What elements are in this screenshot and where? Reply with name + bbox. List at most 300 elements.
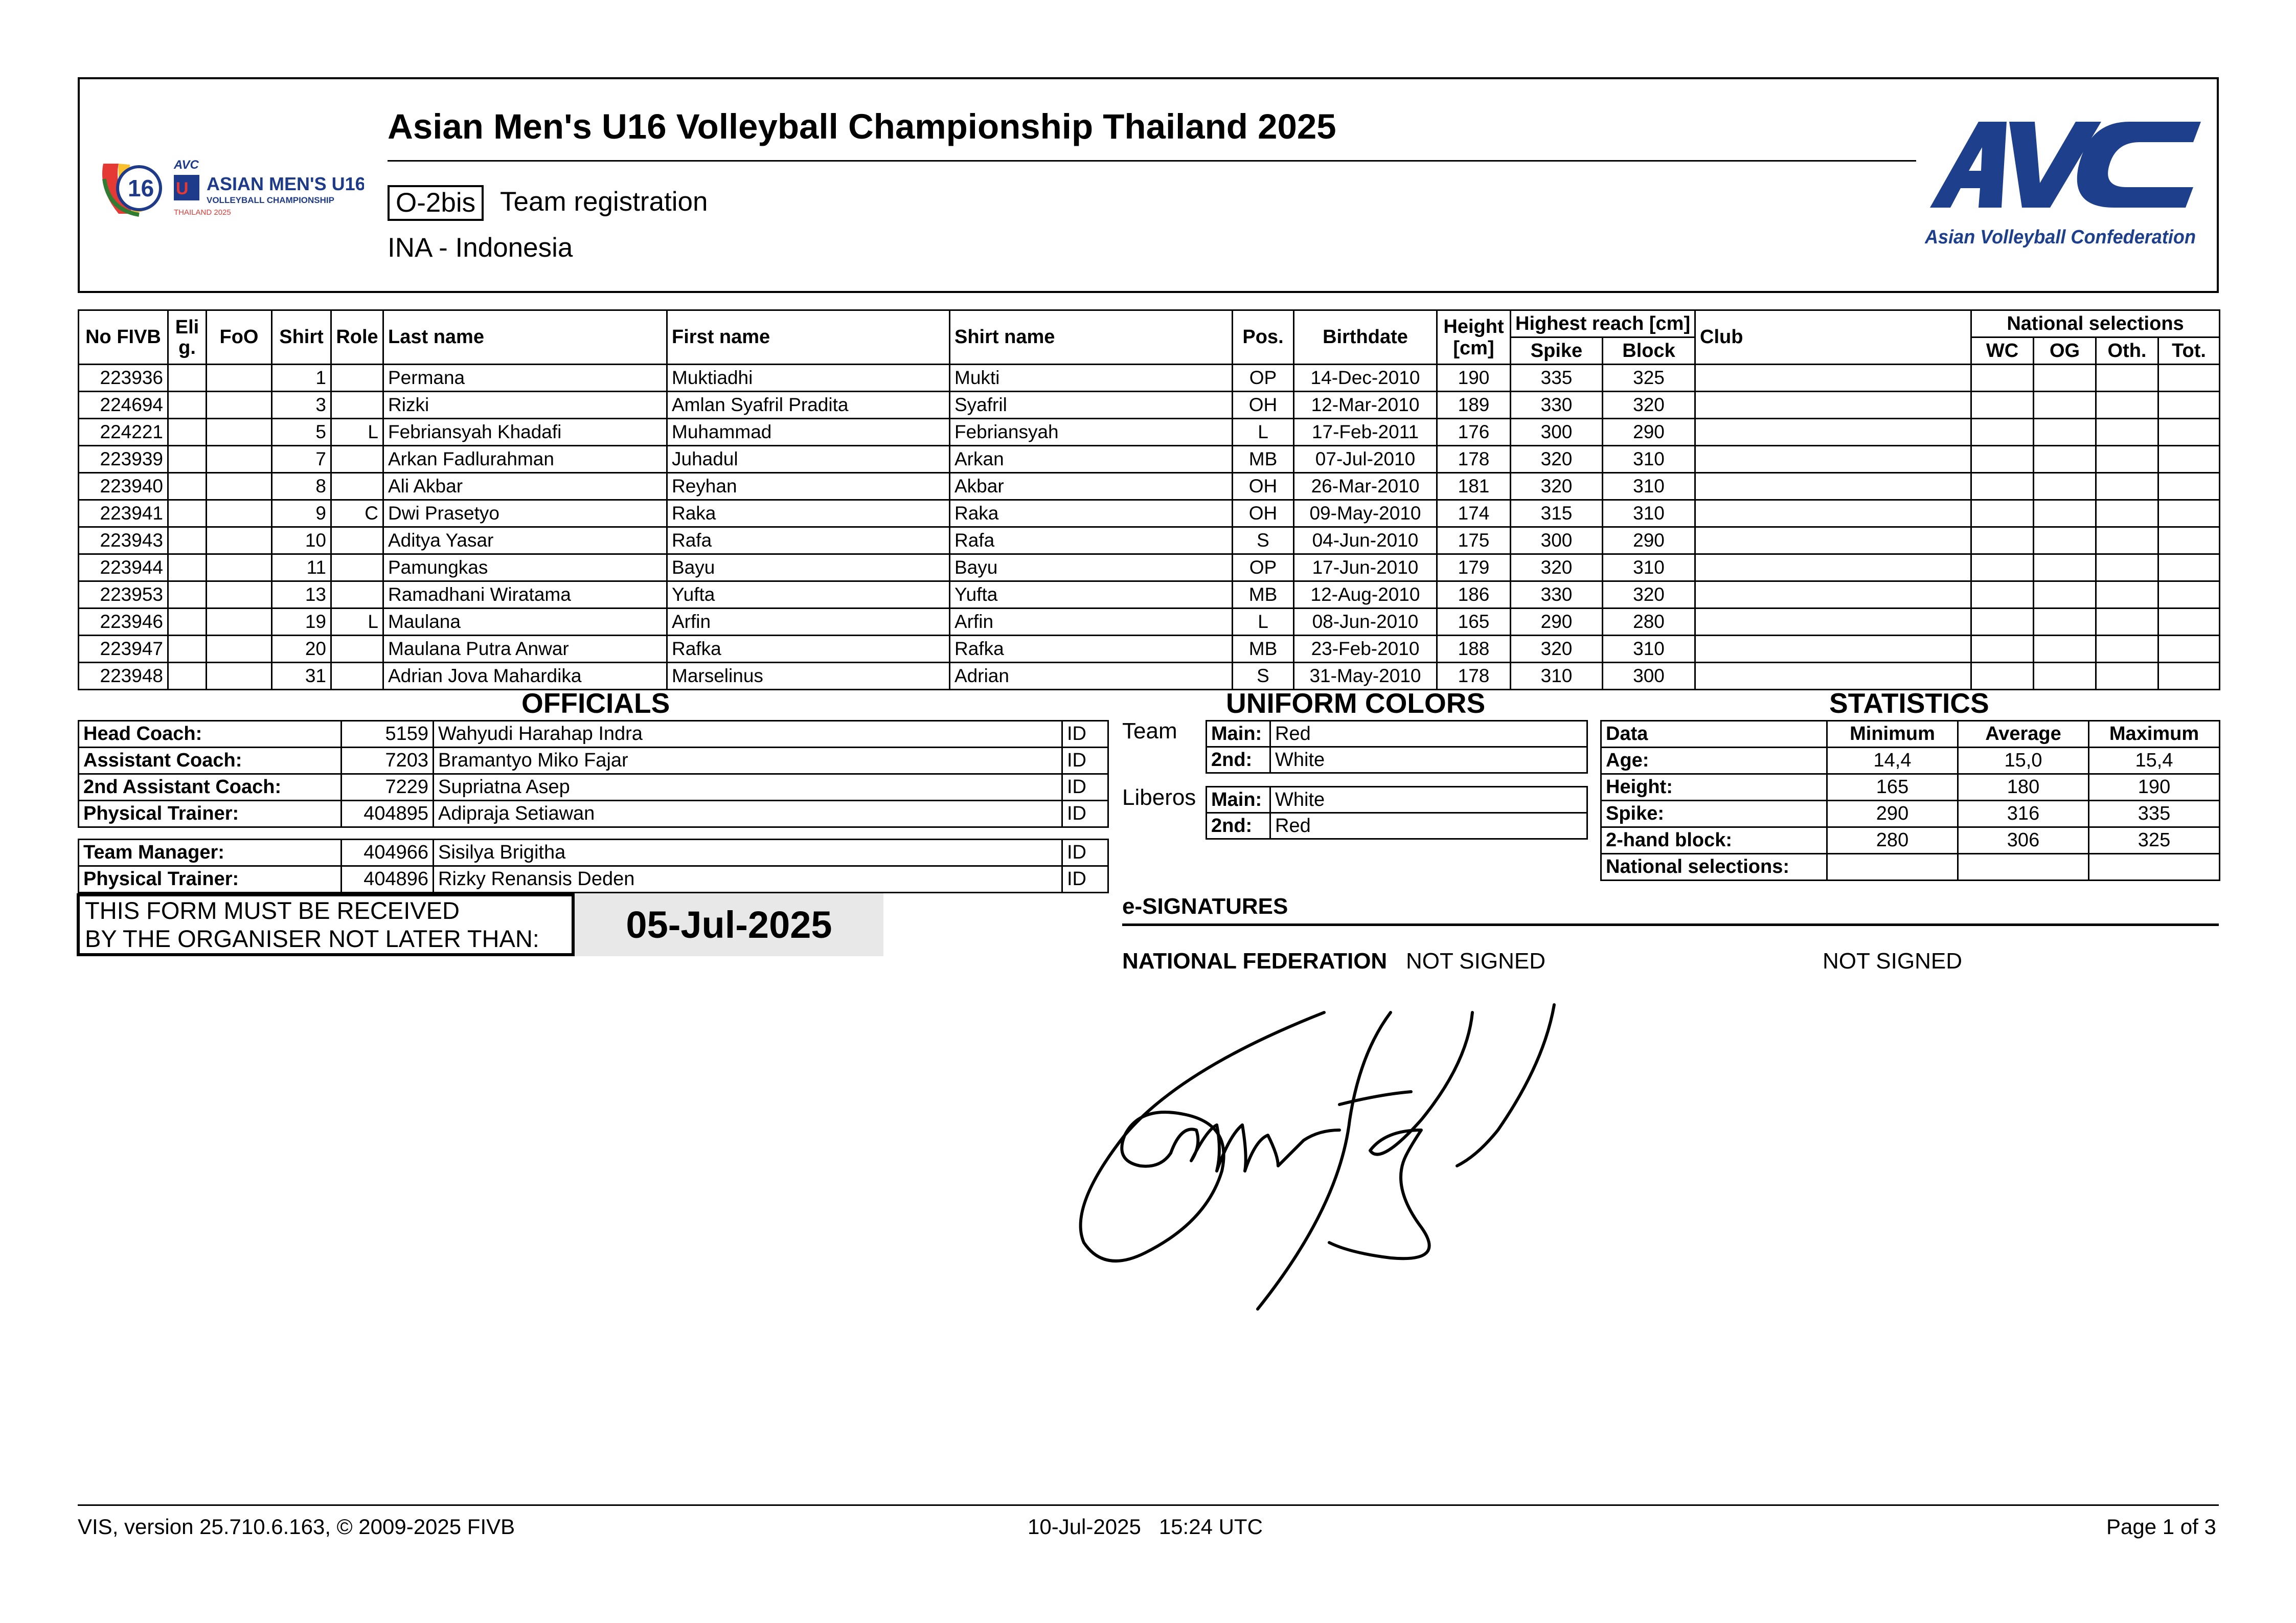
cell-tot bbox=[2158, 446, 2220, 473]
col-pos: Pos. bbox=[1233, 310, 1294, 365]
uniform-liberos-label: Liberos bbox=[1122, 785, 1196, 810]
uniform-main-label: Main: bbox=[1207, 787, 1270, 813]
official-name: Rizky Renansis Deden bbox=[434, 866, 1062, 893]
cell-role bbox=[331, 663, 383, 690]
cell-elig bbox=[168, 636, 207, 663]
cell-pos: OH bbox=[1233, 392, 1294, 419]
stats-col-max: Maximum bbox=[2089, 721, 2220, 748]
cell-club bbox=[1695, 446, 1971, 473]
uniform-liberos-table bbox=[1206, 786, 1588, 840]
signature-graphic bbox=[1053, 1002, 1564, 1319]
cell-og bbox=[2034, 446, 2096, 473]
cell-no-fivb: 224694 bbox=[79, 392, 168, 419]
table-row bbox=[79, 392, 2220, 419]
cell-spike: 335 bbox=[1511, 365, 1603, 392]
cell-foo bbox=[207, 419, 272, 446]
official-id: 404895 bbox=[342, 801, 434, 827]
cell-role bbox=[331, 527, 383, 554]
cell-pos: S bbox=[1233, 663, 1294, 690]
col-foo: FoO bbox=[207, 310, 272, 365]
cell-birthdate: 14-Dec-2010 bbox=[1294, 365, 1437, 392]
uniform-team-2nd: White bbox=[1270, 747, 1587, 773]
cell-og bbox=[2034, 527, 2096, 554]
cell-club bbox=[1695, 392, 1971, 419]
official-name: Bramantyo Miko Fajar bbox=[434, 748, 1062, 774]
col-shirt: Shirt bbox=[272, 310, 331, 365]
table-row bbox=[79, 581, 2220, 608]
table-row bbox=[79, 608, 2220, 636]
cell-first-name: Bayu bbox=[667, 554, 950, 581]
cell-tot bbox=[2158, 500, 2220, 527]
cell-block: 310 bbox=[1603, 446, 1695, 473]
cell-wc bbox=[1971, 473, 2034, 500]
stats-row bbox=[1601, 854, 2220, 881]
officials-table-2 bbox=[78, 839, 1109, 893]
official-nationality: ID bbox=[1062, 866, 1108, 893]
svg-text:VOLLEYBALL CHAMPIONSHIP: VOLLEYBALL CHAMPIONSHIP bbox=[207, 195, 334, 205]
cell-block: 320 bbox=[1603, 392, 1695, 419]
footer-divider bbox=[78, 1504, 2219, 1506]
cell-wc bbox=[1971, 581, 2034, 608]
cell-shirt: 9 bbox=[272, 500, 331, 527]
cell-tot bbox=[2158, 608, 2220, 636]
stats-avg bbox=[1958, 854, 2089, 881]
cell-tot bbox=[2158, 473, 2220, 500]
cell-elig bbox=[168, 663, 207, 690]
cell-no-fivb: 224221 bbox=[79, 419, 168, 446]
cell-shirt-name: Rafka bbox=[950, 636, 1233, 663]
cell-wc bbox=[1971, 446, 2034, 473]
event-logo bbox=[98, 153, 364, 220]
stats-avg: 316 bbox=[1958, 801, 2089, 827]
cell-pos: OP bbox=[1233, 365, 1294, 392]
cell-height: 174 bbox=[1437, 500, 1511, 527]
official-id: 7203 bbox=[342, 748, 434, 774]
stats-label: 2-hand block: bbox=[1601, 827, 1827, 854]
cell-elig bbox=[168, 500, 207, 527]
cell-wc bbox=[1971, 663, 2034, 690]
cell-height: 178 bbox=[1437, 446, 1511, 473]
cell-elig bbox=[168, 419, 207, 446]
cell-shirt: 5 bbox=[272, 419, 331, 446]
cell-foo bbox=[207, 446, 272, 473]
col-block: Block bbox=[1603, 337, 1695, 365]
svg-text:16: 16 bbox=[128, 175, 154, 201]
avc-logo-graphic bbox=[1925, 117, 2211, 255]
cell-spike: 330 bbox=[1511, 581, 1603, 608]
stats-max: 325 bbox=[2089, 827, 2220, 854]
col-tot: Tot. bbox=[2158, 337, 2220, 365]
cell-elig bbox=[168, 608, 207, 636]
cell-foo bbox=[207, 581, 272, 608]
cell-wc bbox=[1971, 365, 2034, 392]
uniform-2nd-label: 2nd: bbox=[1207, 747, 1270, 773]
svg-text:THAILAND 2025: THAILAND 2025 bbox=[174, 208, 231, 217]
table-row bbox=[79, 419, 2220, 446]
stats-max: 15,4 bbox=[2089, 748, 2220, 774]
cell-height: 181 bbox=[1437, 473, 1511, 500]
cell-tot bbox=[2158, 527, 2220, 554]
cell-pos: S bbox=[1233, 527, 1294, 554]
cell-club bbox=[1695, 608, 1971, 636]
official-row bbox=[79, 774, 1108, 801]
col-height: Height [cm] bbox=[1437, 310, 1511, 365]
cell-shirt: 10 bbox=[272, 527, 331, 554]
official-id: 404896 bbox=[342, 866, 434, 893]
cell-club bbox=[1695, 419, 1971, 446]
uniform-team-table bbox=[1206, 720, 1588, 774]
col-first-name: First name bbox=[667, 310, 950, 365]
cell-first-name: Muhammad bbox=[667, 419, 950, 446]
cell-role bbox=[331, 392, 383, 419]
cell-no-fivb: 223953 bbox=[79, 581, 168, 608]
stats-col-data: Data bbox=[1601, 721, 1827, 748]
stats-col-avg: Average bbox=[1958, 721, 2089, 748]
cell-oth bbox=[2096, 392, 2158, 419]
uniform-colors-title: UNIFORM COLORS bbox=[1226, 687, 1486, 719]
cell-shirt: 11 bbox=[272, 554, 331, 581]
cell-block: 320 bbox=[1603, 581, 1695, 608]
cell-spike: 320 bbox=[1511, 554, 1603, 581]
stats-row bbox=[1601, 748, 2220, 774]
roster-header-row bbox=[79, 310, 2220, 337]
cell-role bbox=[331, 581, 383, 608]
cell-oth bbox=[2096, 365, 2158, 392]
cell-foo bbox=[207, 527, 272, 554]
col-birthdate: Birthdate bbox=[1294, 310, 1437, 365]
cell-shirt: 8 bbox=[272, 473, 331, 500]
cell-birthdate: 12-Mar-2010 bbox=[1294, 392, 1437, 419]
cell-last-name: Aditya Yasar bbox=[383, 527, 667, 554]
cell-wc bbox=[1971, 392, 2034, 419]
statistics-table bbox=[1600, 720, 2220, 881]
cell-first-name: Muktiadhi bbox=[667, 365, 950, 392]
cell-tot bbox=[2158, 392, 2220, 419]
official-nationality: ID bbox=[1062, 748, 1108, 774]
cell-no-fivb: 223940 bbox=[79, 473, 168, 500]
cell-tot bbox=[2158, 365, 2220, 392]
cell-height: 188 bbox=[1437, 636, 1511, 663]
cell-role bbox=[331, 554, 383, 581]
cell-block: 310 bbox=[1603, 473, 1695, 500]
cell-first-name: Raka bbox=[667, 500, 950, 527]
cell-height: 176 bbox=[1437, 419, 1511, 446]
cell-shirt-name: Adrian bbox=[950, 663, 1233, 690]
col-club: Club bbox=[1695, 310, 1971, 365]
cell-shirt-name: Akbar bbox=[950, 473, 1233, 500]
cell-spike: 290 bbox=[1511, 608, 1603, 636]
official-row bbox=[79, 748, 1108, 774]
stats-max: 335 bbox=[2089, 801, 2220, 827]
cell-first-name: Amlan Syafril Pradita bbox=[667, 392, 950, 419]
event-logo-graphic bbox=[98, 153, 364, 220]
official-nationality: ID bbox=[1062, 840, 1108, 866]
cell-block: 310 bbox=[1603, 500, 1695, 527]
cell-og bbox=[2034, 663, 2096, 690]
table-row bbox=[79, 473, 2220, 500]
cell-height: 190 bbox=[1437, 365, 1511, 392]
cell-elig bbox=[168, 392, 207, 419]
cell-spike: 300 bbox=[1511, 527, 1603, 554]
cell-pos: OP bbox=[1233, 554, 1294, 581]
cell-shirt-name: Syafril bbox=[950, 392, 1233, 419]
cell-foo bbox=[207, 392, 272, 419]
official-row bbox=[79, 866, 1108, 893]
cell-first-name: Marselinus bbox=[667, 663, 950, 690]
col-elig: Eli g. bbox=[168, 310, 207, 365]
col-role: Role bbox=[331, 310, 383, 365]
footer-timestamp: 10-Jul-2025 15:24 UTC bbox=[1028, 1515, 1263, 1539]
stats-label: Age: bbox=[1601, 748, 1827, 774]
stats-avg: 306 bbox=[1958, 827, 2089, 854]
col-national-selections: National selections bbox=[1971, 310, 2220, 337]
table-row bbox=[79, 500, 2220, 527]
footer-version: VIS, version 25.710.6.163, © 2009-2025 FIVB bbox=[78, 1515, 515, 1539]
official-role: Assistant Coach: bbox=[79, 748, 342, 774]
cell-wc bbox=[1971, 554, 2034, 581]
form-name: Team registration bbox=[500, 187, 708, 217]
cell-wc bbox=[1971, 608, 2034, 636]
cell-club bbox=[1695, 500, 1971, 527]
cell-og bbox=[2034, 554, 2096, 581]
stats-col-min: Minimum bbox=[1827, 721, 1958, 748]
official-nationality: ID bbox=[1062, 774, 1108, 801]
cell-height: 178 bbox=[1437, 663, 1511, 690]
official-name: Supriatna Asep bbox=[434, 774, 1062, 801]
cell-shirt: 1 bbox=[272, 365, 331, 392]
cell-club bbox=[1695, 581, 1971, 608]
cell-first-name: Rafka bbox=[667, 636, 950, 663]
cell-last-name: Pamungkas bbox=[383, 554, 667, 581]
handwritten-signature bbox=[1053, 1002, 1564, 1319]
cell-spike: 300 bbox=[1511, 419, 1603, 446]
cell-block: 290 bbox=[1603, 527, 1695, 554]
stats-min: 290 bbox=[1827, 801, 1958, 827]
signature-status-1: NOT SIGNED bbox=[1406, 949, 1546, 974]
uniform-team-main-row bbox=[1207, 721, 1587, 747]
deadline-text: THIS FORM MUST BE RECEIVED BY THE ORGANISER NOT LATER THAN: bbox=[85, 897, 539, 952]
cell-shirt-name: Mukti bbox=[950, 365, 1233, 392]
cell-shirt-name: Febriansyah bbox=[950, 419, 1233, 446]
form-code: O-2bis bbox=[388, 185, 484, 221]
cell-role bbox=[331, 636, 383, 663]
svg-text:ASIAN MEN'S U16: ASIAN MEN'S U16 bbox=[207, 173, 364, 194]
cell-og bbox=[2034, 419, 2096, 446]
cell-foo bbox=[207, 554, 272, 581]
cell-wc bbox=[1971, 636, 2034, 663]
table-row bbox=[79, 446, 2220, 473]
official-role: 2nd Assistant Coach: bbox=[79, 774, 342, 801]
cell-oth bbox=[2096, 446, 2158, 473]
cell-last-name: Ali Akbar bbox=[383, 473, 667, 500]
officials-title: OFFICIALS bbox=[521, 687, 670, 719]
cell-og bbox=[2034, 392, 2096, 419]
cell-oth bbox=[2096, 663, 2158, 690]
stats-min: 280 bbox=[1827, 827, 1958, 854]
cell-no-fivb: 223946 bbox=[79, 608, 168, 636]
cell-tot bbox=[2158, 554, 2220, 581]
col-wc: WC bbox=[1971, 337, 2034, 365]
stats-row bbox=[1601, 774, 2220, 801]
cell-pos: MB bbox=[1233, 446, 1294, 473]
cell-shirt-name: Rafa bbox=[950, 527, 1233, 554]
cell-last-name: Febriansyah Khadafi bbox=[383, 419, 667, 446]
cell-height: 175 bbox=[1437, 527, 1511, 554]
table-row bbox=[79, 554, 2220, 581]
cell-last-name: Permana bbox=[383, 365, 667, 392]
uniform-team-main: Red bbox=[1270, 721, 1587, 747]
officials-table bbox=[78, 720, 1109, 828]
cell-og bbox=[2034, 636, 2096, 663]
cell-role: L bbox=[331, 608, 383, 636]
stats-row bbox=[1601, 801, 2220, 827]
stats-row bbox=[1601, 827, 2220, 854]
stats-max bbox=[2089, 854, 2220, 881]
col-spike: Spike bbox=[1511, 337, 1603, 365]
cell-club bbox=[1695, 473, 1971, 500]
cell-block: 325 bbox=[1603, 365, 1695, 392]
cell-birthdate: 08-Jun-2010 bbox=[1294, 608, 1437, 636]
cell-birthdate: 17-Jun-2010 bbox=[1294, 554, 1437, 581]
e-signatures-divider bbox=[1122, 923, 2219, 926]
svg-text:Asian Volleyball Confederation: Asian Volleyball Confederation bbox=[1925, 227, 2196, 248]
cell-spike: 330 bbox=[1511, 392, 1603, 419]
cell-shirt-name: Raka bbox=[950, 500, 1233, 527]
cell-oth bbox=[2096, 608, 2158, 636]
cell-elig bbox=[168, 554, 207, 581]
cell-tot bbox=[2158, 581, 2220, 608]
cell-no-fivb: 223941 bbox=[79, 500, 168, 527]
cell-wc bbox=[1971, 527, 2034, 554]
cell-spike: 315 bbox=[1511, 500, 1603, 527]
cell-foo bbox=[207, 500, 272, 527]
stats-label: Spike: bbox=[1601, 801, 1827, 827]
table-row bbox=[79, 663, 2220, 690]
uniform-lib-2nd: Red bbox=[1270, 813, 1587, 839]
stats-min bbox=[1827, 854, 1958, 881]
stats-label: Height: bbox=[1601, 774, 1827, 801]
cell-og bbox=[2034, 500, 2096, 527]
cell-height: 189 bbox=[1437, 392, 1511, 419]
cell-og bbox=[2034, 608, 2096, 636]
signature-status-2: NOT SIGNED bbox=[1823, 949, 1963, 974]
uniform-lib-main: White bbox=[1270, 787, 1587, 813]
cell-shirt: 13 bbox=[272, 581, 331, 608]
cell-role: C bbox=[331, 500, 383, 527]
cell-first-name: Juhadul bbox=[667, 446, 950, 473]
official-name: Wahyudi Harahap Indra bbox=[434, 721, 1062, 748]
cell-no-fivb: 223948 bbox=[79, 663, 168, 690]
stats-min: 165 bbox=[1827, 774, 1958, 801]
cell-shirt-name: Bayu bbox=[950, 554, 1233, 581]
cell-birthdate: 31-May-2010 bbox=[1294, 663, 1437, 690]
cell-no-fivb: 223939 bbox=[79, 446, 168, 473]
title-divider bbox=[388, 160, 1916, 162]
cell-shirt: 7 bbox=[272, 446, 331, 473]
cell-shirt: 3 bbox=[272, 392, 331, 419]
cell-foo bbox=[207, 608, 272, 636]
svg-text:U: U bbox=[176, 179, 189, 198]
official-name: Adipraja Setiawan bbox=[434, 801, 1062, 827]
official-nationality: ID bbox=[1062, 801, 1108, 827]
cell-spike: 320 bbox=[1511, 446, 1603, 473]
cell-birthdate: 04-Jun-2010 bbox=[1294, 527, 1437, 554]
cell-elig bbox=[168, 581, 207, 608]
col-highest-reach: Highest reach [cm] bbox=[1511, 310, 1695, 337]
table-row bbox=[79, 527, 2220, 554]
cell-shirt: 19 bbox=[272, 608, 331, 636]
cell-role bbox=[331, 446, 383, 473]
official-name: Sisilya Brigitha bbox=[434, 840, 1062, 866]
cell-last-name: Dwi Prasetyo bbox=[383, 500, 667, 527]
svg-text:AVC: AVC bbox=[174, 158, 199, 172]
e-signatures-title: e-SIGNATURES bbox=[1122, 894, 1288, 919]
table-row bbox=[79, 636, 2220, 663]
cell-birthdate: 26-Mar-2010 bbox=[1294, 473, 1437, 500]
uniform-team-label: Team bbox=[1122, 718, 1177, 743]
cell-pos: MB bbox=[1233, 581, 1294, 608]
uniform-main-label: Main: bbox=[1207, 721, 1270, 747]
cell-elig bbox=[168, 527, 207, 554]
cell-last-name: Ramadhani Wiratama bbox=[383, 581, 667, 608]
cell-club bbox=[1695, 554, 1971, 581]
cell-tot bbox=[2158, 636, 2220, 663]
cell-last-name: Arkan Fadlurahman bbox=[383, 446, 667, 473]
footer-page-number: Page 1 of 3 bbox=[2106, 1515, 2216, 1539]
cell-shirt-name: Arkan bbox=[950, 446, 1233, 473]
roster-table bbox=[78, 309, 2220, 690]
stats-avg: 15,0 bbox=[1958, 748, 2089, 774]
official-id: 7229 bbox=[342, 774, 434, 801]
official-id: 404966 bbox=[342, 840, 434, 866]
avc-logo bbox=[1925, 117, 2211, 255]
statistics-title: STATISTICS bbox=[1829, 687, 1989, 719]
official-role: Head Coach: bbox=[79, 721, 342, 748]
cell-shirt: 20 bbox=[272, 636, 331, 663]
cell-oth bbox=[2096, 419, 2158, 446]
official-nationality: ID bbox=[1062, 721, 1108, 748]
cell-first-name: Yufta bbox=[667, 581, 950, 608]
official-row bbox=[79, 721, 1108, 748]
national-federation-label: NATIONAL FEDERATION bbox=[1122, 949, 1388, 974]
uniform-2nd-label: 2nd: bbox=[1207, 813, 1270, 839]
cell-pos: MB bbox=[1233, 636, 1294, 663]
cell-club bbox=[1695, 365, 1971, 392]
cell-role bbox=[331, 365, 383, 392]
cell-block: 280 bbox=[1603, 608, 1695, 636]
cell-oth bbox=[2096, 581, 2158, 608]
cell-first-name: Arfin bbox=[667, 608, 950, 636]
uniform-team-2nd-row bbox=[1207, 747, 1587, 773]
cell-block: 290 bbox=[1603, 419, 1695, 446]
cell-pos: OH bbox=[1233, 500, 1294, 527]
cell-oth bbox=[2096, 527, 2158, 554]
cell-elig bbox=[168, 473, 207, 500]
cell-shirt-name: Arfin bbox=[950, 608, 1233, 636]
cell-last-name: Maulana Putra Anwar bbox=[383, 636, 667, 663]
cell-role: L bbox=[331, 419, 383, 446]
stats-label: National selections: bbox=[1601, 854, 1827, 881]
col-last-name: Last name bbox=[383, 310, 667, 365]
official-row bbox=[79, 801, 1108, 827]
cell-club bbox=[1695, 527, 1971, 554]
col-oth: Oth. bbox=[2096, 337, 2158, 365]
cell-block: 310 bbox=[1603, 554, 1695, 581]
cell-last-name: Maulana bbox=[383, 608, 667, 636]
cell-club bbox=[1695, 663, 1971, 690]
cell-og bbox=[2034, 581, 2096, 608]
cell-oth bbox=[2096, 500, 2158, 527]
